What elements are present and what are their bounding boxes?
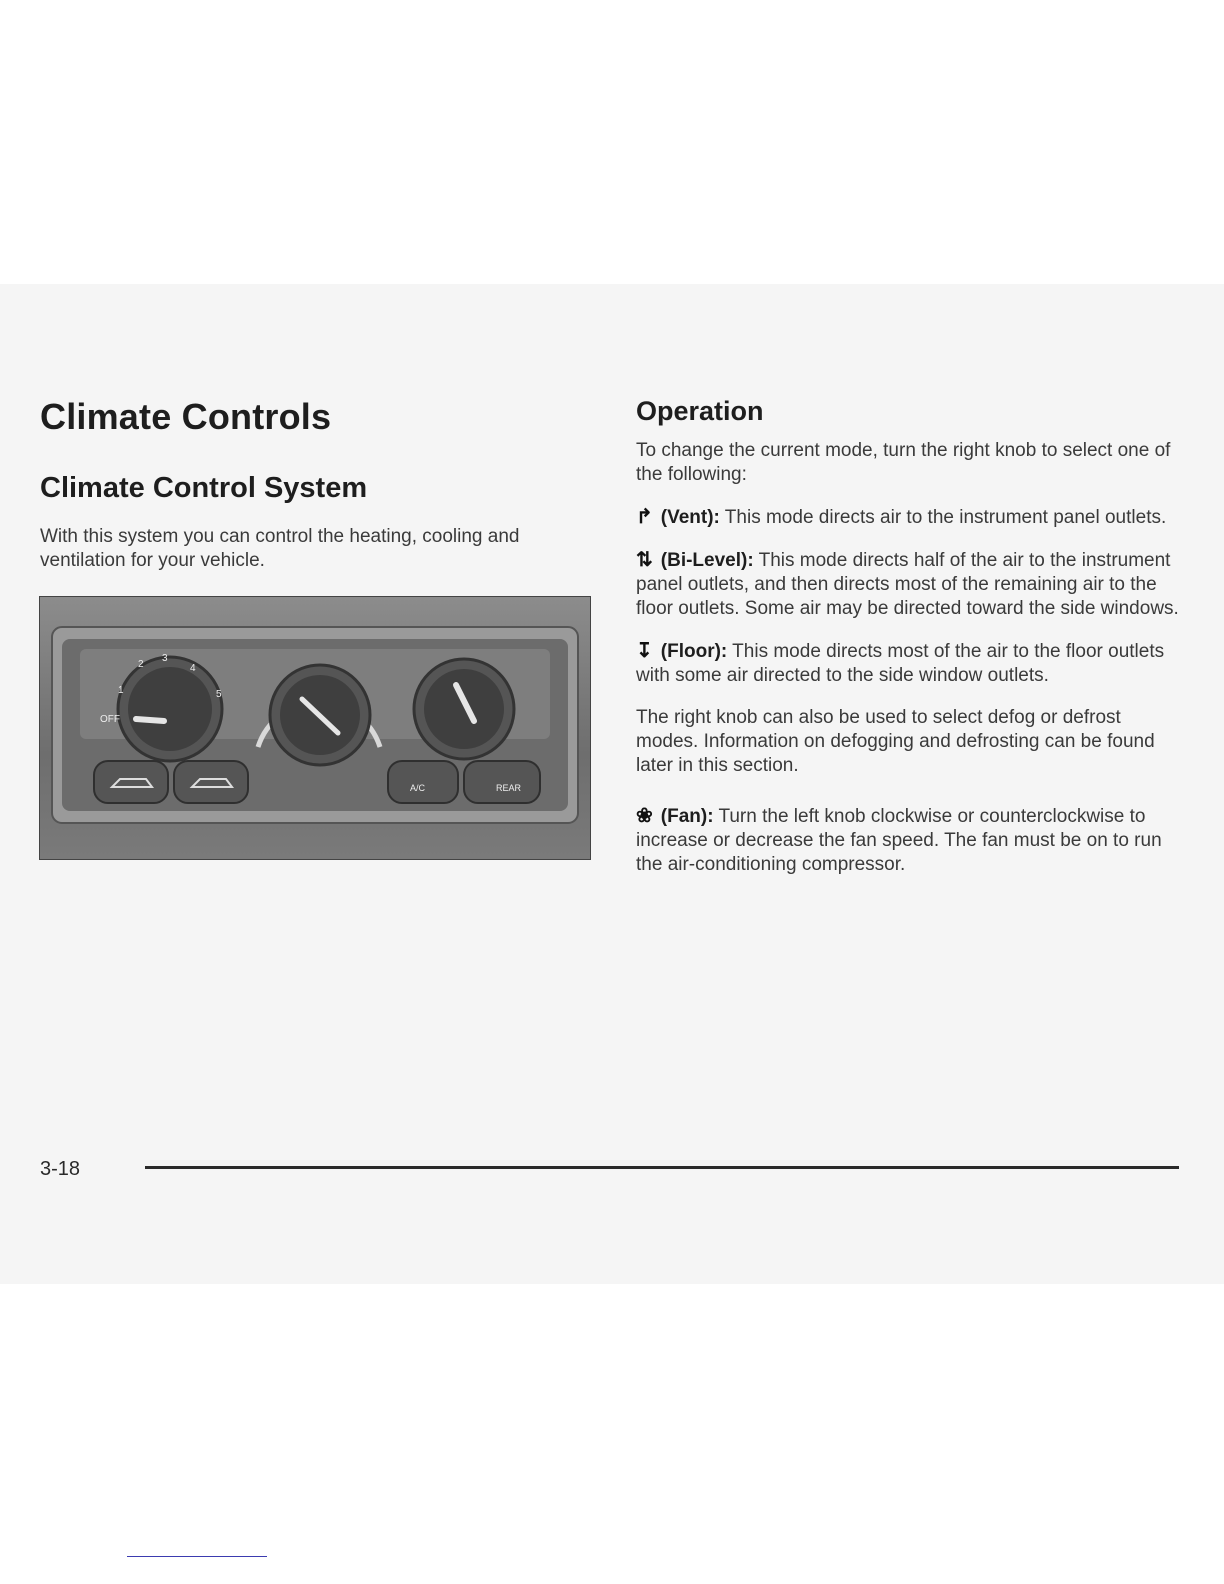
climate-panel-photo xyxy=(39,596,591,860)
mode-item-fan: ❀ (Fan): Turn the left knob clockwise or counterclockwise to increase or decrease the fan speed. The fan must be on to run the air-conditioning compressor. xyxy=(636,805,1162,875)
section-title: Climate Control System xyxy=(40,472,368,504)
page-number: 3-18 xyxy=(40,1158,81,1180)
defog-paragraph: The right knob can also be used to select defog or defrost modes. Information on defogging and defrosting can be found later in this section. xyxy=(636,707,1155,776)
fan-label-4: 4 xyxy=(190,663,196,674)
operation-intro: To change the current mode, turn the right knob to select one of the following: xyxy=(636,440,1171,485)
mode-item-floor: ↧ (Floor): This mode directs most of the air to the floor outlets with some air directed to the side window outlets. xyxy=(636,640,1165,686)
fan-label-5: 5 xyxy=(216,689,222,700)
mode-item-bi-level: ⇅ (Bi-Level): This mode directs half of the air to the instrument panel outlets, and then directs most of the remaining air to the floor outlets. Some air may be directed toward the side windows. xyxy=(636,549,1179,619)
floor-icon: ↧ xyxy=(636,640,653,662)
fan-label-3: 3 xyxy=(162,653,168,664)
fan-label-2: 2 xyxy=(138,659,144,670)
operation-heading: Operation xyxy=(636,396,764,426)
fan-icon: ❀ xyxy=(636,805,653,827)
page-title: Climate Controls xyxy=(40,396,332,437)
intro-paragraph: With this system you can control the heating, cooling and ventilation for your vehicle. xyxy=(40,526,520,571)
left-column xyxy=(40,396,600,573)
ac-label: A/C xyxy=(410,783,426,793)
vent-icon: ↱ xyxy=(636,506,653,528)
rear-label: REAR xyxy=(496,783,522,793)
fan-label-1: 1 xyxy=(118,685,124,696)
bi-level-icon: ⇅ xyxy=(636,549,653,571)
mode-item-vent: ↱ (Vent): This mode directs air to the instrument panel outlets. xyxy=(636,506,1167,528)
footer-rule xyxy=(145,1166,1179,1169)
right-column xyxy=(636,396,1181,877)
fan-label-off: OFF xyxy=(100,714,120,725)
bottom-underline xyxy=(127,1556,267,1557)
